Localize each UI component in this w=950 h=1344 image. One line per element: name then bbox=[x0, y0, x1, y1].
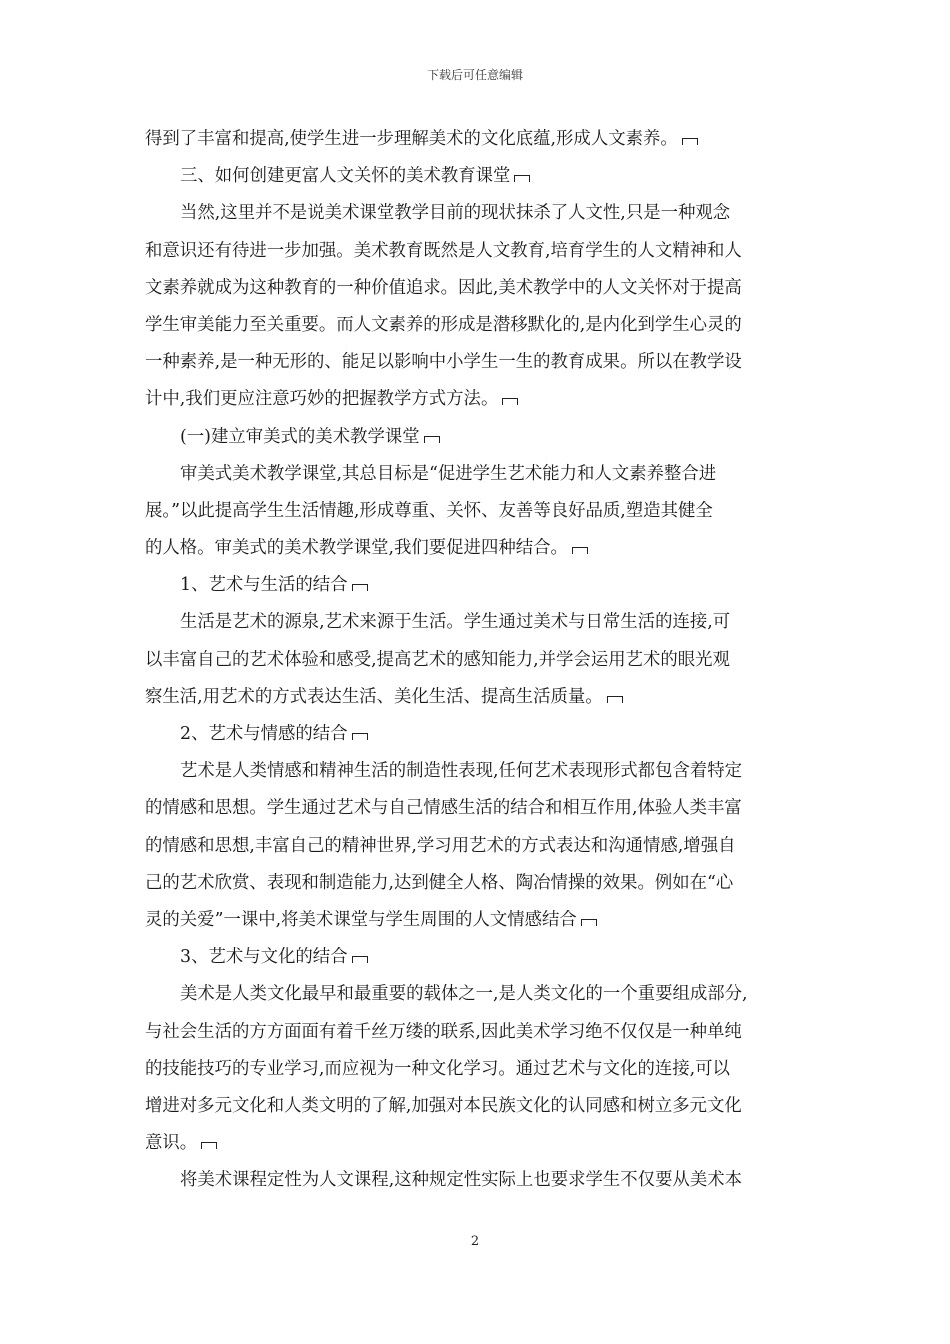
paragraph-mark-icon bbox=[352, 584, 368, 591]
text-line-content: 和意识还有待进一步加强。美术教育既然是人文教育,培育学生的人文精神和人 bbox=[145, 240, 742, 261]
text-line-content: 生活是艺术的源泉,艺术来源于生活。学生通过美术与日常生活的连接,可 bbox=[180, 612, 731, 633]
text-line-content: 审美式美术教学课堂,其总目标是“促进学生艺术能力和人文素养整合进 bbox=[180, 463, 717, 484]
text-line-content: (一)建立审美式的美术教学课堂 bbox=[180, 426, 420, 447]
text-line-content: 美术是人类文化最早和最重要的载体之一,是人类文化的一个重要组成部分, bbox=[180, 984, 748, 1005]
text-line-content: 当然,这里并不是说美术课堂教学目前的现状抹杀了人文性,只是一种观念 bbox=[180, 203, 731, 224]
text-line bbox=[145, 195, 810, 232]
text-line-content: 计中,我们更应注意巧妙的把握教学方式方法。 bbox=[145, 389, 499, 410]
page-header: 下载后可任意编辑 bbox=[426, 68, 523, 82]
text-line-content: 得到了丰富和提高,使学生进一步理解美术的文化底蕴,形成人文素养。 bbox=[145, 129, 678, 149]
text-line bbox=[145, 642, 810, 679]
paragraph-mark-icon bbox=[607, 696, 623, 703]
text-line-content: 三、如何创建更富人文关怀的美术教育课堂 bbox=[180, 166, 511, 187]
text-line bbox=[145, 530, 810, 567]
text-line bbox=[145, 1014, 810, 1051]
text-line bbox=[145, 679, 810, 716]
text-line bbox=[145, 604, 810, 641]
paragraph-mark-icon bbox=[682, 138, 698, 145]
text-line bbox=[145, 493, 810, 530]
page-number: 2 bbox=[470, 1234, 480, 1249]
text-line bbox=[145, 381, 810, 418]
text-line bbox=[145, 716, 810, 753]
text-line bbox=[145, 976, 810, 1013]
text-line-content: 增进对多元文化和人类文明的了解,加强对本民族文化的认同感和树立多元文化 bbox=[145, 1095, 742, 1116]
text-line-content: 灵的关爱”一课中,将美术课堂与学生周围的人文情感结合 bbox=[145, 909, 577, 930]
text-line-content: 展。”以此提高学生生活情趣,形成尊重、关怀、友善等良好品质,塑造其健全 bbox=[145, 500, 713, 521]
text-line bbox=[145, 419, 810, 456]
text-line-content: 2、艺术与情感的结合 bbox=[180, 724, 348, 744]
text-line-content: 学生审美能力至关重要。而人文素养的形成是潜移默化的,是内化到学生心灵的 bbox=[145, 314, 742, 335]
text-line bbox=[145, 939, 810, 976]
text-line bbox=[145, 1051, 810, 1088]
text-line-content: 意识。 bbox=[145, 1133, 198, 1154]
text-line-content: 的情感和思想,丰富自己的精神世界,学习用艺术的方式表达和沟通情感,增强自 bbox=[145, 835, 736, 856]
text-line bbox=[145, 1162, 810, 1199]
text-line bbox=[145, 456, 810, 493]
text-line bbox=[145, 790, 810, 827]
text-line-content: 3、艺术与文化的结合 bbox=[180, 947, 348, 968]
text-line-content: 与社会生活的方方面面有着千丝万缕的联系,因此美术学习绝不仅仅是一种单纯 bbox=[145, 1021, 742, 1042]
paragraph-mark-icon bbox=[424, 436, 440, 443]
text-line bbox=[145, 902, 810, 939]
text-line bbox=[145, 233, 810, 270]
paragraph-mark-icon bbox=[581, 919, 597, 926]
paragraph-mark-icon bbox=[502, 398, 518, 405]
text-line bbox=[145, 1088, 810, 1125]
text-line-content: 将美术课程定性为人文课程,这种规定性实际上也要求学生不仅要从美术本 bbox=[180, 1170, 743, 1191]
text-line bbox=[145, 828, 810, 865]
text-line-content: 察生活,用艺术的方式表达生活、美化生活、提高生活质量。 bbox=[145, 686, 603, 707]
text-line bbox=[145, 753, 810, 790]
paragraph-mark-icon bbox=[352, 733, 368, 740]
text-line bbox=[145, 121, 810, 158]
text-line bbox=[145, 344, 810, 381]
paragraph-mark-icon bbox=[352, 956, 368, 963]
paragraph-mark-icon bbox=[572, 547, 588, 554]
text-line-content: 文素养就成为这种教育的一种价值追求。因此,美术教学中的人文关怀对于提高 bbox=[145, 277, 742, 298]
paragraph-mark-icon bbox=[201, 1142, 217, 1149]
text-line bbox=[145, 158, 810, 195]
paragraph-mark-icon bbox=[514, 175, 530, 182]
document-body bbox=[145, 121, 810, 1199]
text-line bbox=[145, 307, 810, 344]
text-line-content: 的情感和思想。学生通过艺术与自己情感生活的结合和相互作用,体验人类丰富 bbox=[145, 798, 742, 819]
text-line bbox=[145, 1125, 810, 1162]
text-line-content: 的技能技巧的专业学习,而应视为一种文化学习。通过艺术与文化的连接,可以 bbox=[145, 1058, 730, 1079]
text-line-content: 的人格。审美式的美术教学课堂,我们要促进四种结合。 bbox=[145, 538, 568, 559]
text-line bbox=[145, 567, 810, 604]
text-line-content: 艺术是人类情感和精神生活的制造性表现,任何艺术表现形式都包含着特定 bbox=[180, 761, 743, 782]
text-line-content: 1、艺术与生活的结合 bbox=[180, 575, 348, 596]
text-line-content: 己的艺术欣赏、表现和制造能力,达到健全人格、陶冶情操的效果。例如在“心 bbox=[145, 872, 734, 893]
text-line-content: 以丰富自己的艺术体验和感受,提高艺术的感知能力,并学会运用艺术的眼光观 bbox=[145, 649, 730, 670]
text-line-content: 一种素养,是一种无形的、能足以影响中小学生一生的教育成果。所以在教学设 bbox=[145, 352, 742, 373]
text-line bbox=[145, 270, 810, 307]
text-line bbox=[145, 865, 810, 902]
